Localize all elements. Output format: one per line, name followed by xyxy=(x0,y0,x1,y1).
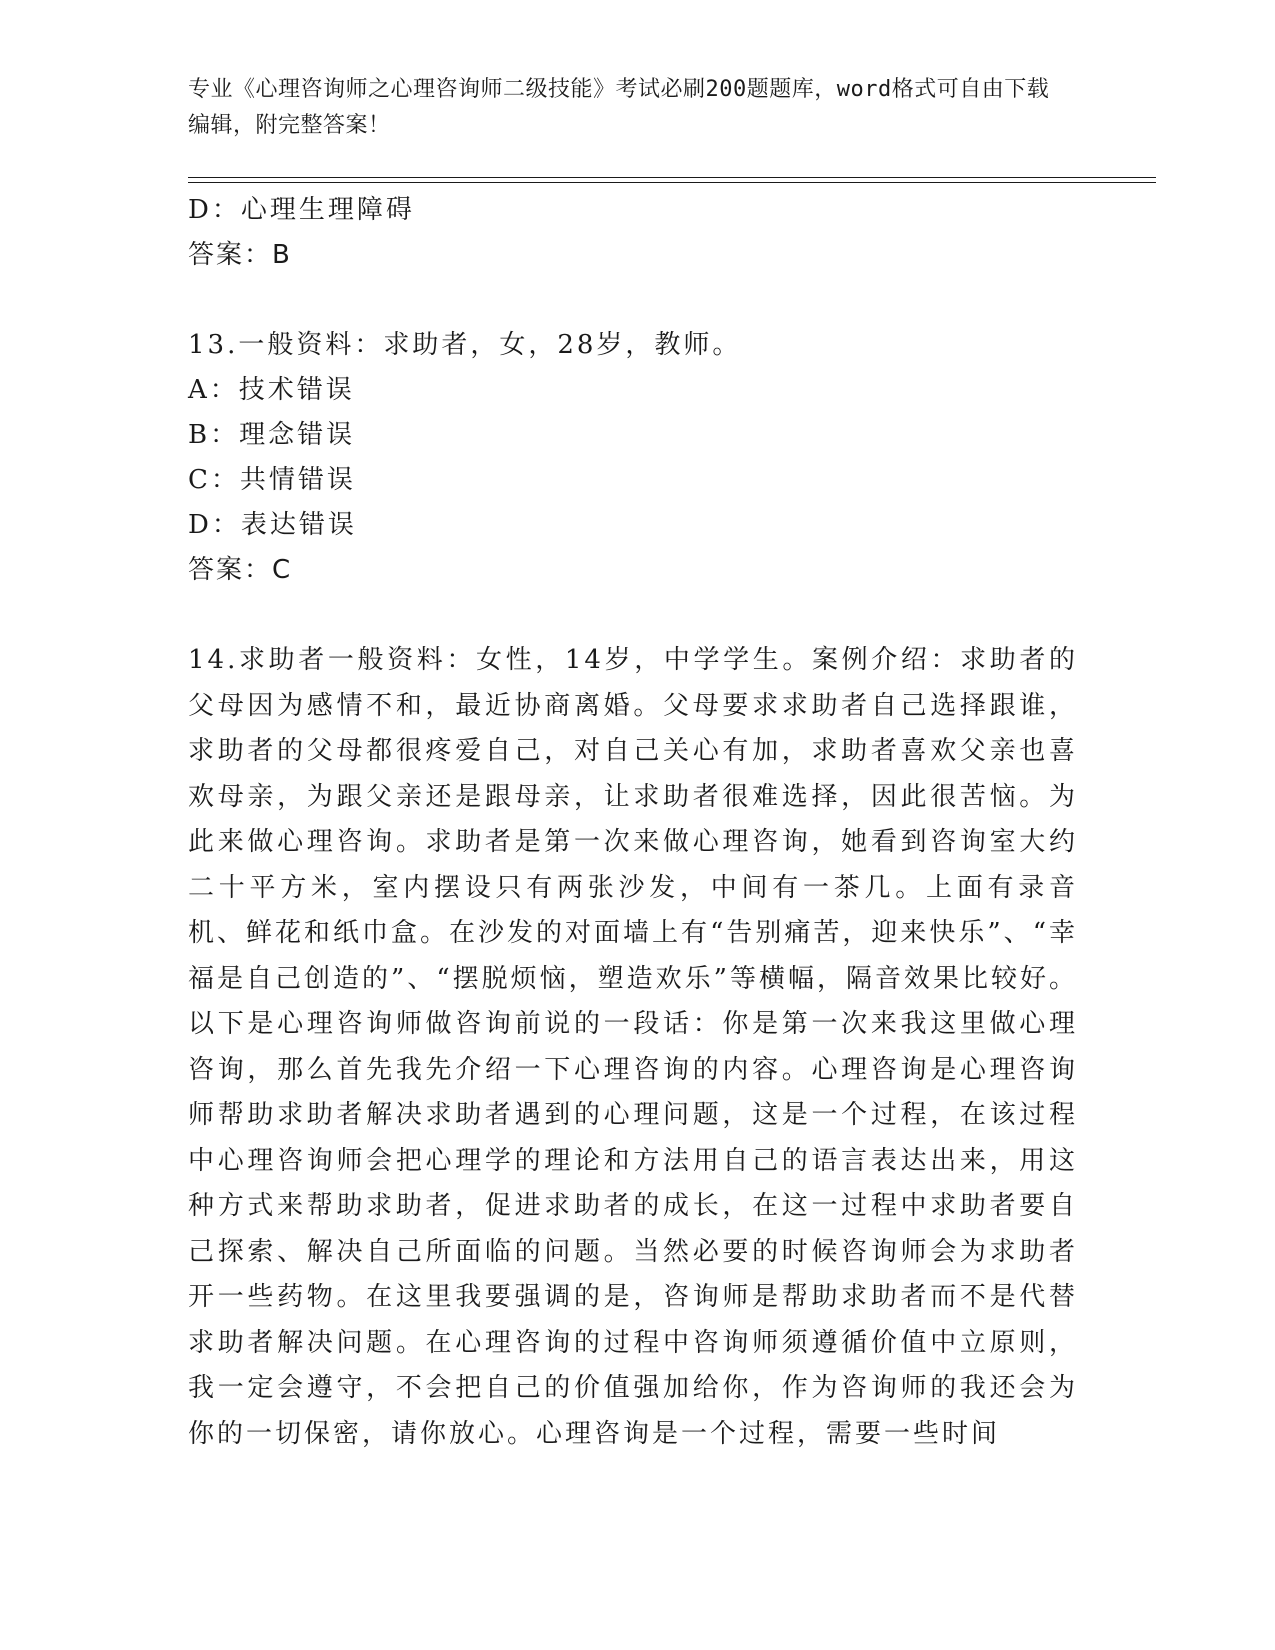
page-header: 专业《心理咨询师之心理咨询师二级技能》考试必刷200题题库，word格式可自由下载编辑，附完整答案！ xyxy=(188,77,1050,138)
document-body xyxy=(188,188,1088,1457)
q12-option-d: D：心理生理障碍 xyxy=(188,195,415,225)
q12-answer: 答案：B xyxy=(188,240,292,270)
spacer xyxy=(188,593,1088,638)
header-rule-bottom xyxy=(188,182,1156,183)
q13-option-d: D：表达错误 xyxy=(188,510,357,540)
spacer xyxy=(188,278,1088,323)
q14-stem: 14.求助者一般资料：女性，14岁，中学学生。案例介绍：求助者的父母因为感情不和，最近协商离婚。父母要求求助者自己选择跟谁，求助者的父母都很疼爱自己，对自己关心有加，求助者喜欢父亲也喜欢母亲，为跟父亲还是跟母亲，让求助者很难选择，因此很苦恼。为此来做心理咨询。求助者是第一次来做心理咨询，她看到咨询室大约二十平方米，室内摆设只有两张沙发，中间有一茶几。上面有录音机、鲜花和纸巾盒。在沙发的对面墙上有“告别痛苦，迎来快乐”、“幸福是自己创造的”、“摆脱烦恼，塑造欢乐”等横幅，隔音效果比较好。以下是心理咨询师做咨询前说的一段话：你是第一次来我这里做心理咨询，那么首先我先介绍一下心理咨询的内容。心理咨询是心理咨询师帮助求助者解决求助者遇到的心理问题，这是一个过程，在该过程中心理咨询师会把心理学的理论和方法用自己的语言表达出来，用这种方式来帮助求助者，促进求助者的成长，在这一过程中求助者要自己探索、解决自己所面临的问题。当然必要的时候咨询师会为求助者开一些药物。在这里我要强调的是，咨询师是帮助求助者而不是代替求助者解决问题。在心理咨询的过程中咨询师须遵循价值中立原则，我一定会遵守，不会把自己的价值强加给你，作为咨询师的我还会为你的一切保密，请你放心。心理咨询是一个过程，需要一些时间 xyxy=(188,645,1078,1449)
q13-stem: 13.一般资料：求助者，女，28岁，教师。 xyxy=(188,330,742,360)
q13-option-c: C：共情错误 xyxy=(188,465,356,495)
q13-answer: 答案：C xyxy=(188,555,293,585)
header-rule-top xyxy=(188,177,1156,178)
q13-option-b: B：理念错误 xyxy=(188,420,356,450)
q13-option-a: A：技术错误 xyxy=(188,375,355,405)
